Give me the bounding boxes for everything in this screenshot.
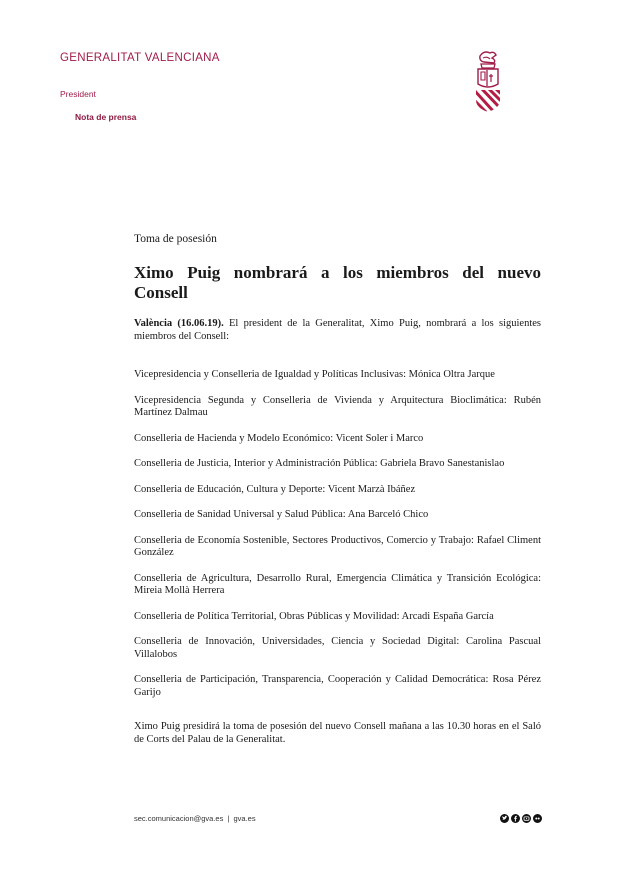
article-lead bbox=[134, 318, 541, 343]
document-type: Nota de prensa bbox=[75, 112, 137, 122]
lead-text: El president de la Generalitat, Ximo Puig, nombrará a los siguientes miembros del Consell: bbox=[134, 318, 541, 342]
appointment-item: Conselleria de Educación, Cultura y Deporte: Vicent Marzà Ibáñez bbox=[134, 483, 416, 495]
appointment-item: Vicepresidencia Segunda y Conselleria de Vivienda y Arquitectura Bioclimática: Rubén Martínez Dalmau bbox=[134, 394, 541, 418]
appointments-list bbox=[134, 369, 541, 699]
appointment-item: Conselleria de Hacienda y Modelo Económico: Vicent Soler i Marco bbox=[134, 432, 424, 444]
closing-paragraph: Ximo Puig presidirá la toma de posesión del nuevo Consell mañana a las 10.30 horas en el Saló de Corts del Palau de la Generalitat. bbox=[134, 721, 541, 745]
appointment-item: Vicepresidencia y Conselleria de Igualdad y Políticas Inclusivas: Mónica Oltra Jarque bbox=[134, 369, 495, 380]
appointment-item: Conselleria de Política Territorial, Obras Públicas y Movilidad: Arcadi España García bbox=[134, 610, 494, 622]
article-kicker: Toma de posesión bbox=[134, 233, 217, 245]
brand-name: GENERALITAT VALENCIANA bbox=[60, 52, 220, 64]
appointment-item: Conselleria de Justicia, Interior y Administración Pública: Gabriela Bravo Sanestanislao bbox=[134, 458, 505, 469]
facebook-icon[interactable] bbox=[511, 814, 520, 823]
footer-separator: | bbox=[227, 814, 230, 823]
website-link[interactable]: gva.es bbox=[233, 814, 256, 823]
article-body bbox=[134, 232, 541, 746]
coat-of-arms-logo bbox=[472, 50, 504, 112]
contact-email[interactable]: sec.comunicacion@gva.es bbox=[134, 814, 224, 823]
social-icons bbox=[500, 814, 542, 823]
appointment-item: Conselleria de Participación, Transparencia, Cooperación y Calidad Democrática: Rosa Pérez Garijo bbox=[134, 674, 541, 698]
footer-contact bbox=[134, 814, 256, 823]
twitter-icon[interactable] bbox=[500, 814, 509, 823]
appointment-item: Conselleria de Sanidad Universal y Salud Pública: Ana Barceló Chico bbox=[134, 509, 429, 520]
article-headline: Ximo Puig nombrará a los miembros del nuevo Consell bbox=[134, 263, 541, 302]
appointment-item: Conselleria de Economía Sostenible, Sectores Productivos, Comercio y Trabajo: Rafael Climent González bbox=[134, 534, 541, 558]
appointment-item: Conselleria de Agricultura, Desarrollo Rural, Emergencia Climática y Transición Ecológica: Mireia Mollà Herrera bbox=[134, 572, 541, 596]
youtube-icon[interactable] bbox=[522, 814, 531, 823]
flickr-icon[interactable] bbox=[533, 814, 542, 823]
section-label: President bbox=[60, 89, 96, 99]
appointment-item: Conselleria de Innovación, Universidades, Ciencia y Sociedad Digital: Carolina Pascual Villalobos bbox=[134, 636, 541, 660]
dateline: València (16.06.19). bbox=[134, 318, 224, 329]
